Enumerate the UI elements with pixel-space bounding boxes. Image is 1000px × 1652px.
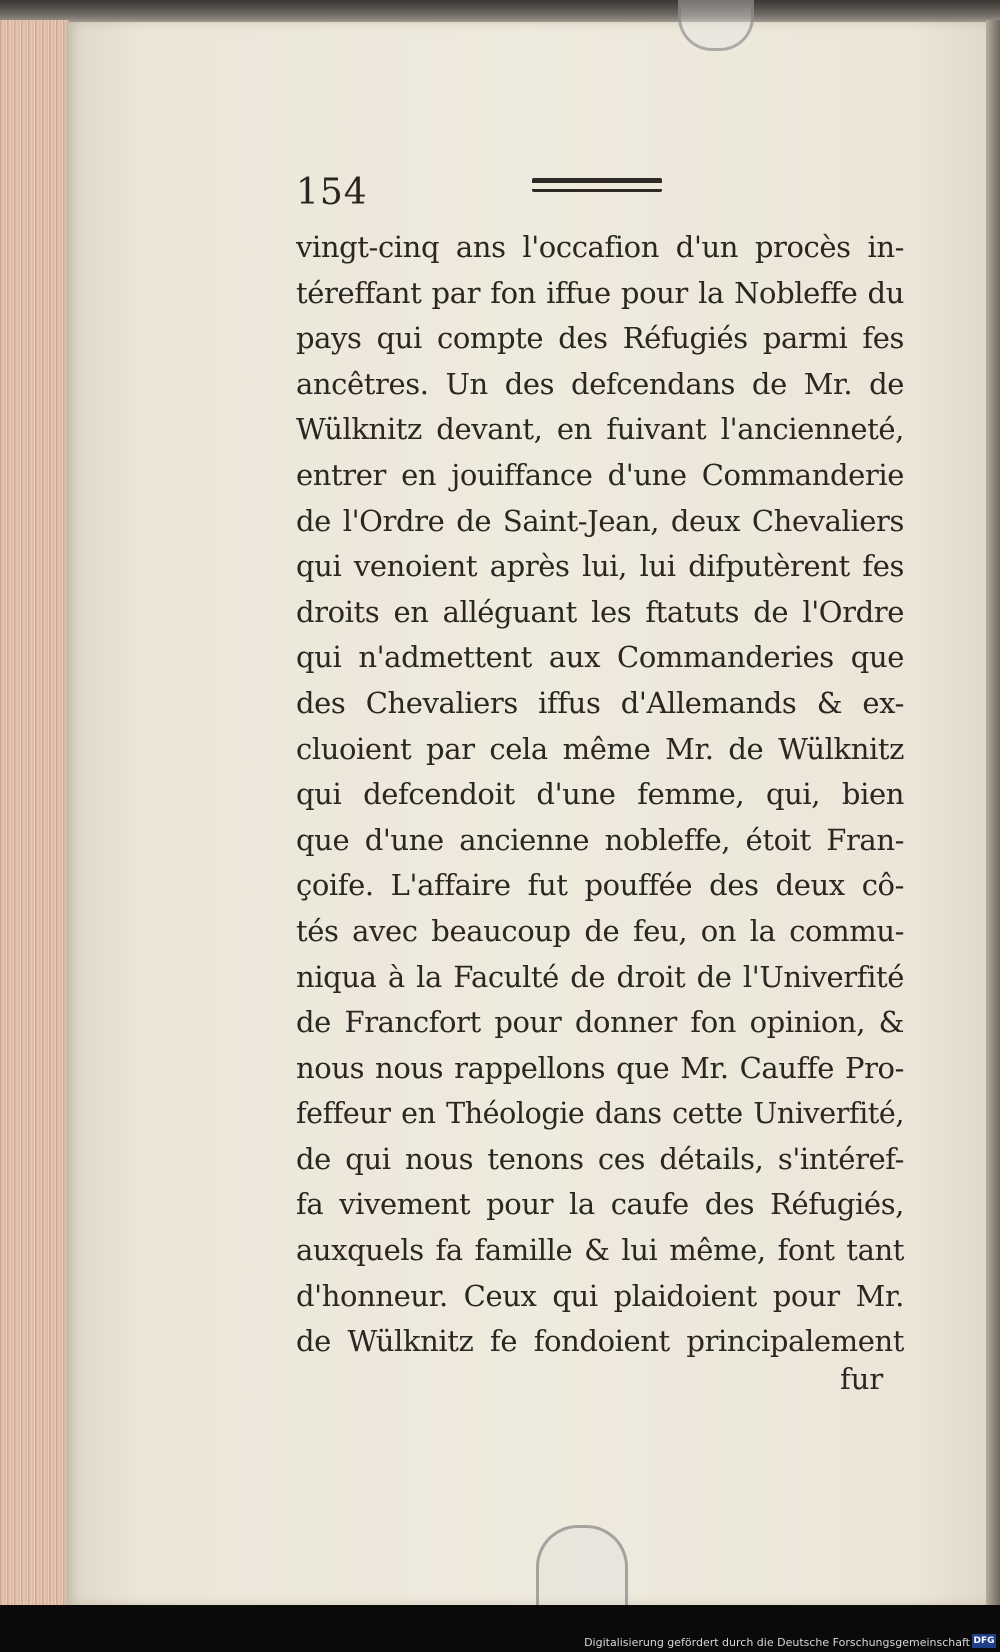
catchword: fur xyxy=(840,1362,884,1396)
page-number: 154 xyxy=(296,172,368,213)
text-line: cluoient par cela même Mr. de Wülknitz xyxy=(296,731,904,766)
text-line: d'honneur. Ceux qui plaidoient pour Mr. xyxy=(296,1278,904,1313)
text-line: pays qui compte des Réfugiés parmi fes xyxy=(296,321,904,356)
text-line: auxquels fa famille & lui même, font tant xyxy=(296,1233,904,1268)
text-line: téreffant par fon iffue pour la Nobleffe du xyxy=(296,275,904,310)
dfg-logo-icon: DFG xyxy=(973,1636,995,1646)
page-clip-bottom xyxy=(536,1525,628,1608)
text-line: Wülknitz devant, en fuivant l'ancienneté, xyxy=(296,412,904,447)
body-text xyxy=(296,225,904,1365)
text-line: çoife. L'affaire fut pouffée des deux cô- xyxy=(296,868,904,903)
text-line: droits en alléguant les ftatuts de l'Ordre xyxy=(296,594,904,629)
text-line: de Wülknitz fe fondoient principalement xyxy=(296,1324,904,1359)
text-line: qui venoient après lui, lui difputèrent fes xyxy=(296,549,904,584)
header-ornament-rule xyxy=(532,178,662,192)
text-line: entrer en jouiffance d'une Commanderie xyxy=(296,457,904,492)
gutter-shadow xyxy=(986,20,1000,1610)
text-line: de qui nous tenons ces détails, s'intéref- xyxy=(296,1141,904,1176)
text-line: vingt-cinq ans l'occafion d'un procès in- xyxy=(296,230,904,264)
text-line: de Francfort pour donner fon opinion, & xyxy=(296,1005,904,1040)
page-fore-edge xyxy=(0,20,70,1605)
text-line: qui defcendoit d'une femme, qui, bien xyxy=(296,777,904,812)
text-line: de l'Ordre de Saint-Jean, deux Chevaliers xyxy=(296,503,904,538)
scanner-top-edge xyxy=(0,0,1000,24)
text-line: niqua à la Faculté de droit de l'Univerfité xyxy=(296,959,904,994)
text-line: ancêtres. Un des defcendans de Mr. de xyxy=(296,366,904,401)
text-line: tés avec beaucoup de feu, on la commu- xyxy=(296,913,904,948)
text-line: fa vivement pour la caufe des Réfugiés, xyxy=(296,1187,904,1222)
text-line: feffeur en Théologie dans cette Univerfité, xyxy=(296,1097,904,1131)
text-line: qui n'admettent aux Commanderies que xyxy=(296,640,904,675)
text-line: des Chevaliers iffus d'Allemands & ex- xyxy=(296,685,904,720)
text-line: nous nous rappellons que Mr. Cauffe Pro- xyxy=(296,1050,904,1085)
text-line: que d'une ancienne nobleffe, étoit Fran- xyxy=(296,822,904,857)
digitization-credit: Digitalisierung gefördert durch die Deutsche Forschungsgemeinschaft xyxy=(584,1636,970,1649)
